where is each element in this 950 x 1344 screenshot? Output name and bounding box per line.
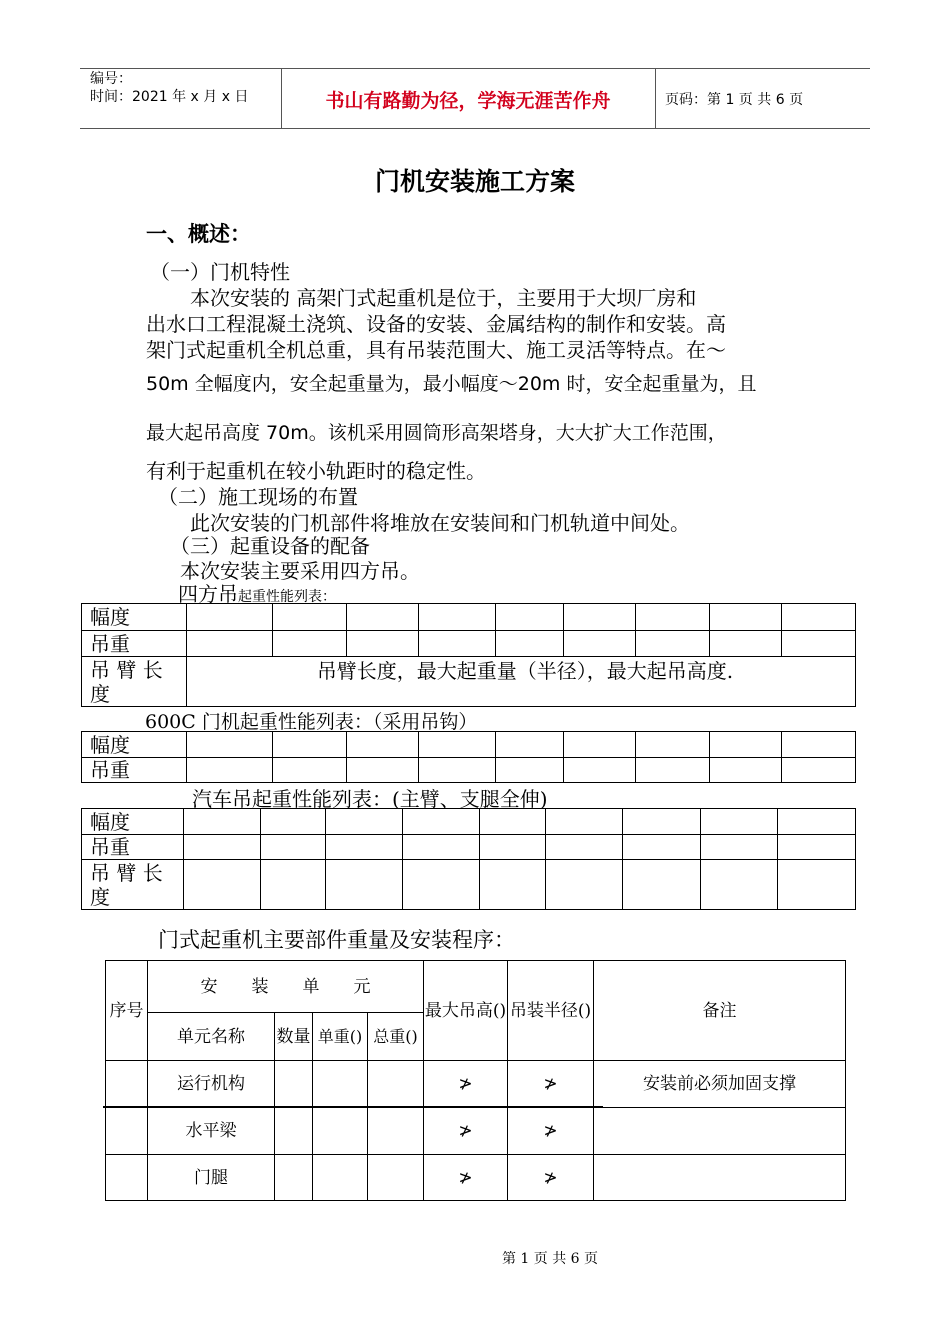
subsection-heading: （二）施工现场的布置: [158, 485, 358, 509]
subsection-heading: （三）起重设备的配备: [170, 534, 370, 558]
header-divider: [281, 68, 282, 128]
row-divider-line: [103, 1106, 603, 1108]
header-total-weight: 总重(): [368, 1013, 424, 1061]
remark-cell: [594, 1108, 846, 1155]
paragraph-line: 50m 全幅度内，安全起重量为，最小幅度～20m 时，安全起重量为，且: [146, 373, 757, 395]
header-page-number: 页码：第 1 页 共 6 页: [665, 92, 804, 108]
paragraph-line: 有利于起重机在较小轨距时的稳定性。: [146, 459, 486, 483]
crane-capacity-table: [81, 603, 856, 707]
unit-name-cell: 门腿: [148, 1155, 275, 1201]
header-seq: 序号: [106, 961, 148, 1061]
header-unit-weight: 单重(): [313, 1013, 368, 1061]
paragraph-line: 最大起吊高度 70m。该机采用圆筒形高架塔身，大大扩大工作范围，: [146, 422, 727, 444]
table-caption: 门式起重机主要部件重量及安装程序：: [158, 928, 515, 952]
radius-cell: ≯: [508, 1155, 594, 1201]
table-caption: 600C 门机起重性能列表：（采用吊钩）: [145, 711, 478, 733]
header-top-rule: [80, 68, 870, 69]
header-motto: 书山有路勤为径，学海无涯苦作舟: [325, 90, 611, 112]
header-unit-name: 单元名称: [148, 1013, 275, 1061]
paragraph-line: 出水口工程混凝土浇筑、设备的安装、金属结构的制作和安装。高: [146, 312, 726, 336]
header-qty: 数量: [275, 1013, 313, 1061]
header-bottom-rule: [80, 128, 870, 129]
table-row: [106, 1155, 846, 1201]
header-meta: [90, 70, 248, 106]
unit-name-cell: 水平梁: [148, 1108, 275, 1155]
row-label: 吊重: [82, 631, 187, 657]
row-label: 吊 臂 长 度: [82, 657, 187, 707]
subsection-heading: （一）门机特性: [150, 260, 290, 284]
table-row: [106, 1108, 846, 1155]
row-label: 幅度: [82, 604, 187, 631]
section-heading: 一、概述：: [146, 222, 251, 246]
paragraph-line: 本次安装主要采用四方吊。: [180, 559, 420, 583]
table-caption: 汽车吊起重性能列表：(主臂、支腿全伸): [192, 787, 548, 811]
header-max-height: 最大吊高(): [424, 961, 508, 1061]
paragraph-line: 此次安装的门机部件将堆放在安装间和门机轨道中间处。: [190, 511, 690, 535]
document-title: 门机安装施工方案: [374, 167, 575, 196]
header-remark: 备注: [594, 961, 846, 1061]
row-label: 吊 臂 长 度: [82, 860, 184, 910]
radius-cell: ≯: [508, 1108, 594, 1155]
table-caption-small: 起重性能列表：: [238, 589, 336, 605]
doc-time: 时间：2021 年 x 月 x 日: [90, 89, 249, 105]
row-label: 幅度: [82, 732, 187, 758]
installation-program-table: [105, 960, 846, 1201]
max-height-cell: ≯: [424, 1155, 508, 1201]
remark-cell: [594, 1155, 846, 1201]
boom-length-note: 吊臂长度，最大起重量（半径），最大起吊高度.: [187, 657, 856, 707]
row-label: 幅度: [82, 809, 184, 835]
max-height-cell: ≯: [424, 1108, 508, 1155]
remark-cell: 安装前必须加固支撑: [594, 1061, 846, 1108]
row-label: 吊重: [82, 835, 184, 860]
table-row: [106, 1061, 846, 1108]
header-radius: 吊装半径(): [508, 961, 594, 1061]
paragraph-line: 架门式起重机全机总重，具有吊装范围大、施工灵活等特点。在～: [146, 338, 726, 362]
paragraph-line: 本次安装的 高架门式起重机是位于，主要用于大坝厂房和: [190, 286, 697, 310]
page-footer: 第 1 页 共 6 页: [501, 1251, 599, 1267]
radius-cell: ≯: [508, 1061, 594, 1108]
row-label: 吊重: [82, 758, 187, 783]
truck-crane-table: [81, 808, 856, 910]
unit-name-cell: 运行机构: [148, 1061, 275, 1108]
gantry-600c-table: [81, 731, 856, 783]
doc-number: 编号：: [90, 71, 132, 87]
table-caption-main: 四方吊: [178, 582, 238, 606]
max-height-cell: ≯: [424, 1061, 508, 1108]
header-unit-group: 安 装 单 元: [148, 961, 424, 1013]
header-divider: [655, 68, 656, 128]
